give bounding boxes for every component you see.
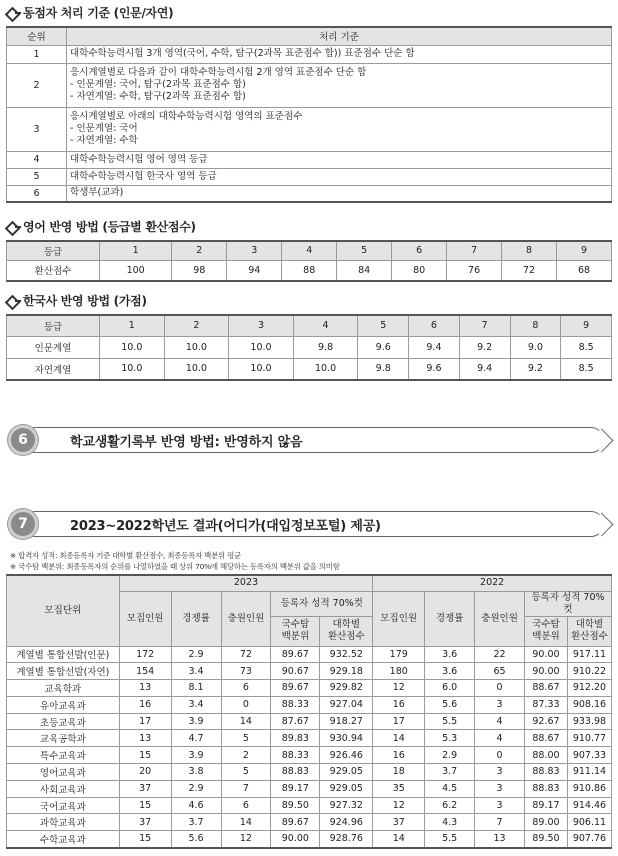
value-cell: 4.3 bbox=[425, 814, 475, 831]
value-cell: 907.76 bbox=[567, 831, 611, 848]
value-cell: 910.77 bbox=[567, 730, 611, 747]
value-cell: 22 bbox=[475, 646, 525, 663]
value-cell: 89.17 bbox=[271, 780, 320, 797]
value-cell: 3.9 bbox=[171, 747, 221, 764]
value-cell: 3.7 bbox=[425, 764, 475, 781]
value-cell: 90.67 bbox=[271, 663, 320, 680]
value-cell: 89.00 bbox=[524, 814, 567, 831]
value-cell: 2 bbox=[221, 747, 271, 764]
value-cell: 13 bbox=[119, 680, 171, 697]
value-cell: 35 bbox=[373, 780, 425, 797]
value-cell: 15 bbox=[119, 747, 171, 764]
value-cell: 6.2 bbox=[425, 797, 475, 814]
value-cell: 5.5 bbox=[425, 713, 475, 730]
value-cell: 88.83 bbox=[524, 780, 567, 797]
value-cell: 3.6 bbox=[425, 663, 475, 680]
table-row: 2 응시계열별로 다음과 같이 대학수학능력시험 2개 영역 표준점수 단순 합 - 인문계열: 국어, 탐구(2과목 표준점수 합) - 자연계열: 수학, 탐구(2과목 표준점수 합) bbox=[7, 63, 612, 107]
value-cell: 911.14 bbox=[567, 764, 611, 781]
value-cell: 18 bbox=[373, 764, 425, 781]
unit-cell: 계열별 통합선발(자연) bbox=[7, 663, 120, 680]
table-row: 4 대학수학능력시험 영어 영역 등급 bbox=[7, 151, 612, 168]
value-cell: 179 bbox=[373, 646, 425, 663]
table-row bbox=[7, 663, 612, 680]
unit-cell: 특수교육과 bbox=[7, 747, 120, 764]
value-cell: 14 bbox=[221, 713, 271, 730]
unit-cell: 유아교육과 bbox=[7, 696, 120, 713]
value-cell: 914.46 bbox=[567, 797, 611, 814]
value-cell: 88.83 bbox=[271, 764, 320, 781]
value-cell: 12 bbox=[221, 831, 271, 848]
value-cell: 87.67 bbox=[271, 713, 320, 730]
value-cell: 3 bbox=[475, 764, 525, 781]
table-row bbox=[7, 680, 612, 697]
value-cell: 17 bbox=[373, 713, 425, 730]
value-cell: 17 bbox=[119, 713, 171, 730]
value-cell: 14 bbox=[221, 814, 271, 831]
value-cell: 927.32 bbox=[320, 797, 373, 814]
value-cell: 16 bbox=[373, 747, 425, 764]
table-row bbox=[7, 797, 612, 814]
section-title-text: 한국사 반영 방법 (가점) bbox=[23, 294, 147, 308]
value-cell: 917.11 bbox=[567, 646, 611, 663]
unit-cell: 계열별 통합선발(인문) bbox=[7, 646, 120, 663]
value-cell: 4 bbox=[475, 730, 525, 747]
value-cell: 6.0 bbox=[425, 680, 475, 697]
value-cell: 3.9 bbox=[171, 713, 221, 730]
value-cell: 2.9 bbox=[425, 747, 475, 764]
section-title-history bbox=[6, 292, 147, 309]
unit-cell: 수학교육과 bbox=[7, 831, 120, 848]
value-cell: 0 bbox=[221, 696, 271, 713]
history-bonus-table: 등급 1 2 3 4 5 6 7 8 9 인문계열 10.0 10.0 10.0 9.8 9.6 9.4 9.2 9.0 8.5 자연계열 10.0 10.0 10.0 10.0 9.8 9.6 9.4 9.2 8.5 bbox=[6, 314, 612, 381]
value-cell: 13 bbox=[119, 730, 171, 747]
value-cell: 929.05 bbox=[320, 780, 373, 797]
footnote: ※ 합격자 성적: 최종등록자 기준 대학별 환산점수, 최종등록자 백분위 평균 bbox=[10, 551, 242, 560]
banner-text: 2023~2022학년도 결과(어디가(대입정보포털) 제공) bbox=[70, 519, 381, 534]
value-cell: 3.4 bbox=[171, 663, 221, 680]
value-cell: 65 bbox=[475, 663, 525, 680]
unit-cell: 영어교육과 bbox=[7, 764, 120, 781]
value-cell: 932.52 bbox=[320, 646, 373, 663]
english-grade-table: 등급 1 2 3 4 5 6 7 8 9 환산점수 100 98 94 88 84 80 76 72 68 bbox=[6, 240, 612, 282]
value-cell: 37 bbox=[373, 814, 425, 831]
value-cell: 910.22 bbox=[567, 663, 611, 680]
value-cell: 89.67 bbox=[271, 814, 320, 831]
value-cell: 15 bbox=[119, 831, 171, 848]
value-cell: 12 bbox=[373, 797, 425, 814]
unit-cell: 교육공학과 bbox=[7, 730, 120, 747]
value-cell: 5.6 bbox=[425, 696, 475, 713]
value-cell: 907.33 bbox=[567, 747, 611, 764]
value-cell: 88.67 bbox=[524, 680, 567, 697]
year-header-2023: 2023 bbox=[119, 575, 373, 591]
value-cell: 5 bbox=[221, 730, 271, 747]
value-cell: 8.1 bbox=[171, 680, 221, 697]
table-row bbox=[7, 713, 612, 730]
value-cell: 72 bbox=[221, 646, 271, 663]
unit-cell: 교육학과 bbox=[7, 680, 120, 697]
value-cell: 906.11 bbox=[567, 814, 611, 831]
section-title-tiebreak bbox=[6, 4, 173, 21]
diamond-arrow-icon bbox=[6, 295, 20, 307]
value-cell: 928.76 bbox=[320, 831, 373, 848]
unit-cell: 국어교육과 bbox=[7, 797, 120, 814]
value-cell: 89.17 bbox=[524, 797, 567, 814]
value-cell: 90.00 bbox=[524, 663, 567, 680]
value-cell: 0 bbox=[475, 747, 525, 764]
section-title-english bbox=[6, 218, 196, 235]
value-cell: 5.6 bbox=[171, 831, 221, 848]
value-cell: 89.83 bbox=[271, 730, 320, 747]
unit-cell: 과학교육과 bbox=[7, 814, 120, 831]
value-cell: 4 bbox=[475, 713, 525, 730]
table-row bbox=[7, 780, 612, 797]
section-number-badge: 7 bbox=[8, 509, 38, 539]
tiebreak-table bbox=[6, 26, 612, 203]
table-row: 1 대학수학능력시험 3개 영역(국어, 수학, 탐구(2과목 표준점수 합)) 표준점수 단순 합 bbox=[7, 45, 612, 63]
value-cell: 6 bbox=[221, 797, 271, 814]
diamond-arrow-icon bbox=[6, 7, 20, 19]
value-cell: 929.18 bbox=[320, 663, 373, 680]
value-cell: 88.33 bbox=[271, 696, 320, 713]
value-cell: 89.50 bbox=[524, 831, 567, 848]
value-cell: 927.04 bbox=[320, 696, 373, 713]
value-cell: 172 bbox=[119, 646, 171, 663]
table-row: 인문계열 10.0 10.0 10.0 9.8 9.6 9.4 9.2 9.0 8.5 bbox=[7, 336, 612, 358]
section-banner-6 bbox=[8, 425, 610, 455]
value-cell: 12 bbox=[373, 680, 425, 697]
table-row: 자연계열 10.0 10.0 10.0 10.0 9.8 9.6 9.4 9.2 8.5 bbox=[7, 358, 612, 380]
unit-cell: 초등교육과 bbox=[7, 713, 120, 730]
value-cell: 5.5 bbox=[425, 831, 475, 848]
value-cell: 2.9 bbox=[171, 646, 221, 663]
diamond-arrow-icon bbox=[6, 221, 20, 233]
value-cell: 89.67 bbox=[271, 680, 320, 697]
value-cell: 926.46 bbox=[320, 747, 373, 764]
value-cell: 89.50 bbox=[271, 797, 320, 814]
table-row: 5 대학수학능력시험 한국사 영역 등급 bbox=[7, 168, 612, 185]
value-cell: 4.7 bbox=[171, 730, 221, 747]
value-cell: 88.00 bbox=[524, 747, 567, 764]
value-cell: 88.67 bbox=[524, 730, 567, 747]
results-body bbox=[7, 646, 612, 848]
value-cell: 924.96 bbox=[320, 814, 373, 831]
table-row: 6 학생부(교과) bbox=[7, 185, 612, 202]
section-title-text: 영어 반영 방법 (등급별 환산점수) bbox=[23, 220, 196, 234]
value-cell: 73 bbox=[221, 663, 271, 680]
value-cell: 910.86 bbox=[567, 780, 611, 797]
footnote: ※ 국수탐 백분위: 최종등록자의 순위를 나열하였을 때 상위 70%에 해당하는 등록자의 백분위 값을 의미함 bbox=[10, 562, 340, 571]
value-cell: 13 bbox=[475, 831, 525, 848]
value-cell: 14 bbox=[373, 730, 425, 747]
section-title-text: 동점자 처리 기준 (인문/자연) bbox=[23, 6, 174, 20]
value-cell: 180 bbox=[373, 663, 425, 680]
value-cell: 3 bbox=[475, 696, 525, 713]
value-cell: 2.9 bbox=[171, 780, 221, 797]
value-cell: 930.94 bbox=[320, 730, 373, 747]
table-row bbox=[7, 696, 612, 713]
value-cell: 3.4 bbox=[171, 696, 221, 713]
value-cell: 16 bbox=[373, 696, 425, 713]
value-cell: 3 bbox=[475, 780, 525, 797]
value-cell: 908.16 bbox=[567, 696, 611, 713]
col-header-rank: 순위 bbox=[7, 27, 67, 45]
table-row bbox=[7, 814, 612, 831]
unit-cell: 사회교육과 bbox=[7, 780, 120, 797]
section-banner-7 bbox=[8, 509, 610, 539]
value-cell: 918.27 bbox=[320, 713, 373, 730]
year-header-2022: 2022 bbox=[373, 575, 612, 591]
value-cell: 7 bbox=[475, 814, 525, 831]
value-cell: 90.00 bbox=[271, 831, 320, 848]
value-cell: 4.5 bbox=[425, 780, 475, 797]
value-cell: 912.20 bbox=[567, 680, 611, 697]
col-header-unit: 모집단위 bbox=[7, 575, 120, 646]
value-cell: 90.00 bbox=[524, 646, 567, 663]
value-cell: 4.6 bbox=[171, 797, 221, 814]
results-table: 모집단위 2023 2022 모집인원 경쟁률 충원인원 등록자 성적 70%컷 모집인원 경쟁률 충원인원 등록자 성적 70%컷 국수탐 백분위 대학별 환산점수 국수탐 백분위 대학별 환산점수 계열별 통합선발(인문) 172 2.9 72 89.67 932.52 179 3.6 22 90.00 917.11 계열별 통합선발(자연) 154 3.4 73 90.67 929.18 180 3.6 65 90.00 910.22 교육학과 13 8.1 6 89.67 929.82 12 6.0 0 88.67 912.20 유아교육과 16 3.4 0 88.33 927.04 16 5.6 3 87.33 908.16 초등교육과 17 3.9 14 87.67 918.27 17 5.5 4 92.67 933.98 교육공학과 13 4.7 5 89.83 930.94 14 5.3 4 88.67 910.77 특수교육과 15 3.9 2 88.33 926.46 16 2.9 0 88.00 907.33 영어교육과 20 3.8 5 88.83 929.05 18 3.7 3 88.83 911.14 사회교육과 37 2.9 7 89.17 929.05 35 4.5 3 88.83 910.86 국어교육과 15 4.6 6 89.50 927.32 12 6.2 3 89.17 914.46 과학교육과 37 3.7 14 89.67 924.96 37 4.3 7 89.00 906.11 수학교육과 15 5.6 12 90.00 928.76 14 5.5 13 89.50 907.76 bbox=[6, 574, 612, 849]
value-cell: 0 bbox=[475, 680, 525, 697]
value-cell: 929.82 bbox=[320, 680, 373, 697]
value-cell: 87.33 bbox=[524, 696, 567, 713]
value-cell: 37 bbox=[119, 780, 171, 797]
value-cell: 88.83 bbox=[524, 764, 567, 781]
value-cell: 3.6 bbox=[425, 646, 475, 663]
value-cell: 3 bbox=[475, 797, 525, 814]
table-row bbox=[7, 764, 612, 781]
value-cell: 929.05 bbox=[320, 764, 373, 781]
value-cell: 933.98 bbox=[567, 713, 611, 730]
table-row bbox=[7, 747, 612, 764]
value-cell: 5.3 bbox=[425, 730, 475, 747]
value-cell: 7 bbox=[221, 780, 271, 797]
value-cell: 14 bbox=[373, 831, 425, 848]
value-cell: 89.67 bbox=[271, 646, 320, 663]
value-cell: 6 bbox=[221, 680, 271, 697]
value-cell: 37 bbox=[119, 814, 171, 831]
value-cell: 3.7 bbox=[171, 814, 221, 831]
value-cell: 154 bbox=[119, 663, 171, 680]
value-cell: 3.8 bbox=[171, 764, 221, 781]
value-cell: 20 bbox=[119, 764, 171, 781]
col-header-criteria: 처리 기준 bbox=[67, 27, 612, 45]
value-cell: 92.67 bbox=[524, 713, 567, 730]
table-row: 3 응시계열별로 아래의 대학수학능력시험 영역의 표준점수 - 인문계열: 국어 - 자연계열: 수학 bbox=[7, 107, 612, 151]
value-cell: 16 bbox=[119, 696, 171, 713]
banner-text: 학교생활기록부 반영 방법: 반영하지 않음 bbox=[70, 435, 303, 450]
value-cell: 88.33 bbox=[271, 747, 320, 764]
table-row: 환산점수 100 98 94 88 84 80 76 72 68 bbox=[7, 260, 612, 281]
table-row bbox=[7, 730, 612, 747]
section-number-badge: 6 bbox=[8, 425, 38, 455]
table-row bbox=[7, 646, 612, 663]
value-cell: 15 bbox=[119, 797, 171, 814]
table-row bbox=[7, 831, 612, 848]
value-cell: 5 bbox=[221, 764, 271, 781]
